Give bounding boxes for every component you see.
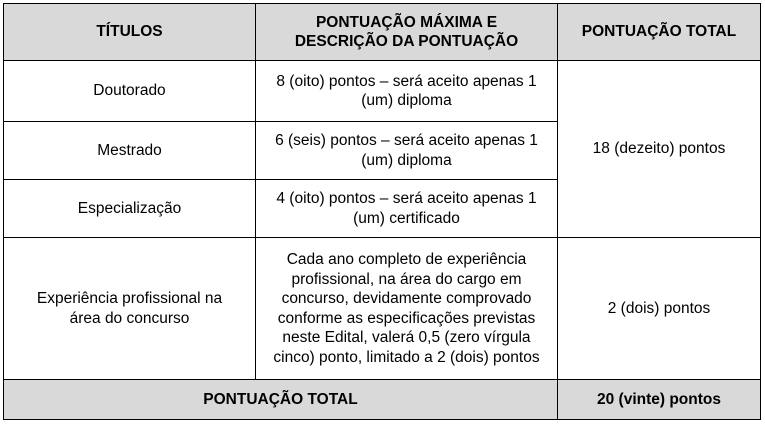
row-desc-mestrado: [256, 122, 558, 180]
row-title-especializacao: Especialização: [4, 180, 256, 238]
table-row: [4, 238, 761, 380]
experience-total-cell: 2 (dois) pontos: [558, 238, 761, 380]
row-title-experiencia: [4, 238, 256, 380]
header-total-score: PONTUAÇÃO TOTAL: [558, 4, 761, 61]
header-max-score-line-2: DESCRIÇÃO DA PONTUAÇÃO: [294, 33, 519, 50]
row-title-mestrado: Mestrado: [4, 122, 256, 180]
desc-line: profissional, na área do cargo em: [291, 270, 522, 288]
desc-line: (um) diploma: [361, 92, 452, 109]
scoring-table: [3, 3, 761, 420]
row-desc-doutorado: [256, 61, 558, 122]
desc-line: 6 (seis) pontos – será aceito apenas 1: [275, 132, 538, 149]
table-row: [4, 61, 761, 122]
row-title-doutorado: Doutorado: [4, 61, 256, 122]
desc-line: (um) certificado: [353, 209, 460, 227]
header-max-score-description: [256, 4, 558, 61]
table-header-row: [4, 4, 761, 61]
desc-line: 8 (oito) pontos – será aceito apenas 1: [276, 72, 537, 90]
footer-total-value: 20 (vinte) pontos: [558, 380, 761, 420]
header-max-score-line-1: PONTUAÇÃO MÁXIMA E: [315, 13, 498, 31]
row-desc-experiencia: [256, 238, 558, 380]
academic-total-cell: 18 (dezeito) pontos: [558, 61, 761, 238]
desc-line: neste Edital, valerá 0,5 (zero vírgula: [282, 329, 531, 346]
row-desc-especializacao: [256, 180, 558, 238]
header-titles: TÍTULOS: [4, 4, 256, 61]
desc-line: Cada ano completo de experiência: [286, 251, 527, 268]
desc-line: concurso, devidamente comprovado: [281, 290, 532, 307]
footer-total-label: PONTUAÇÃO TOTAL: [4, 380, 558, 420]
total-row: [4, 380, 761, 420]
desc-line: 4 (oito) pontos – será aceito apenas 1: [276, 190, 537, 207]
title-line: Experiência profissional na: [36, 290, 223, 307]
desc-line: cinco) ponto, limitado a 2 (dois) pontos: [273, 348, 540, 366]
desc-line: (um) diploma: [361, 151, 452, 169]
title-line: área do concurso: [69, 309, 190, 327]
desc-line: conforme as especificações previstas: [277, 309, 536, 327]
